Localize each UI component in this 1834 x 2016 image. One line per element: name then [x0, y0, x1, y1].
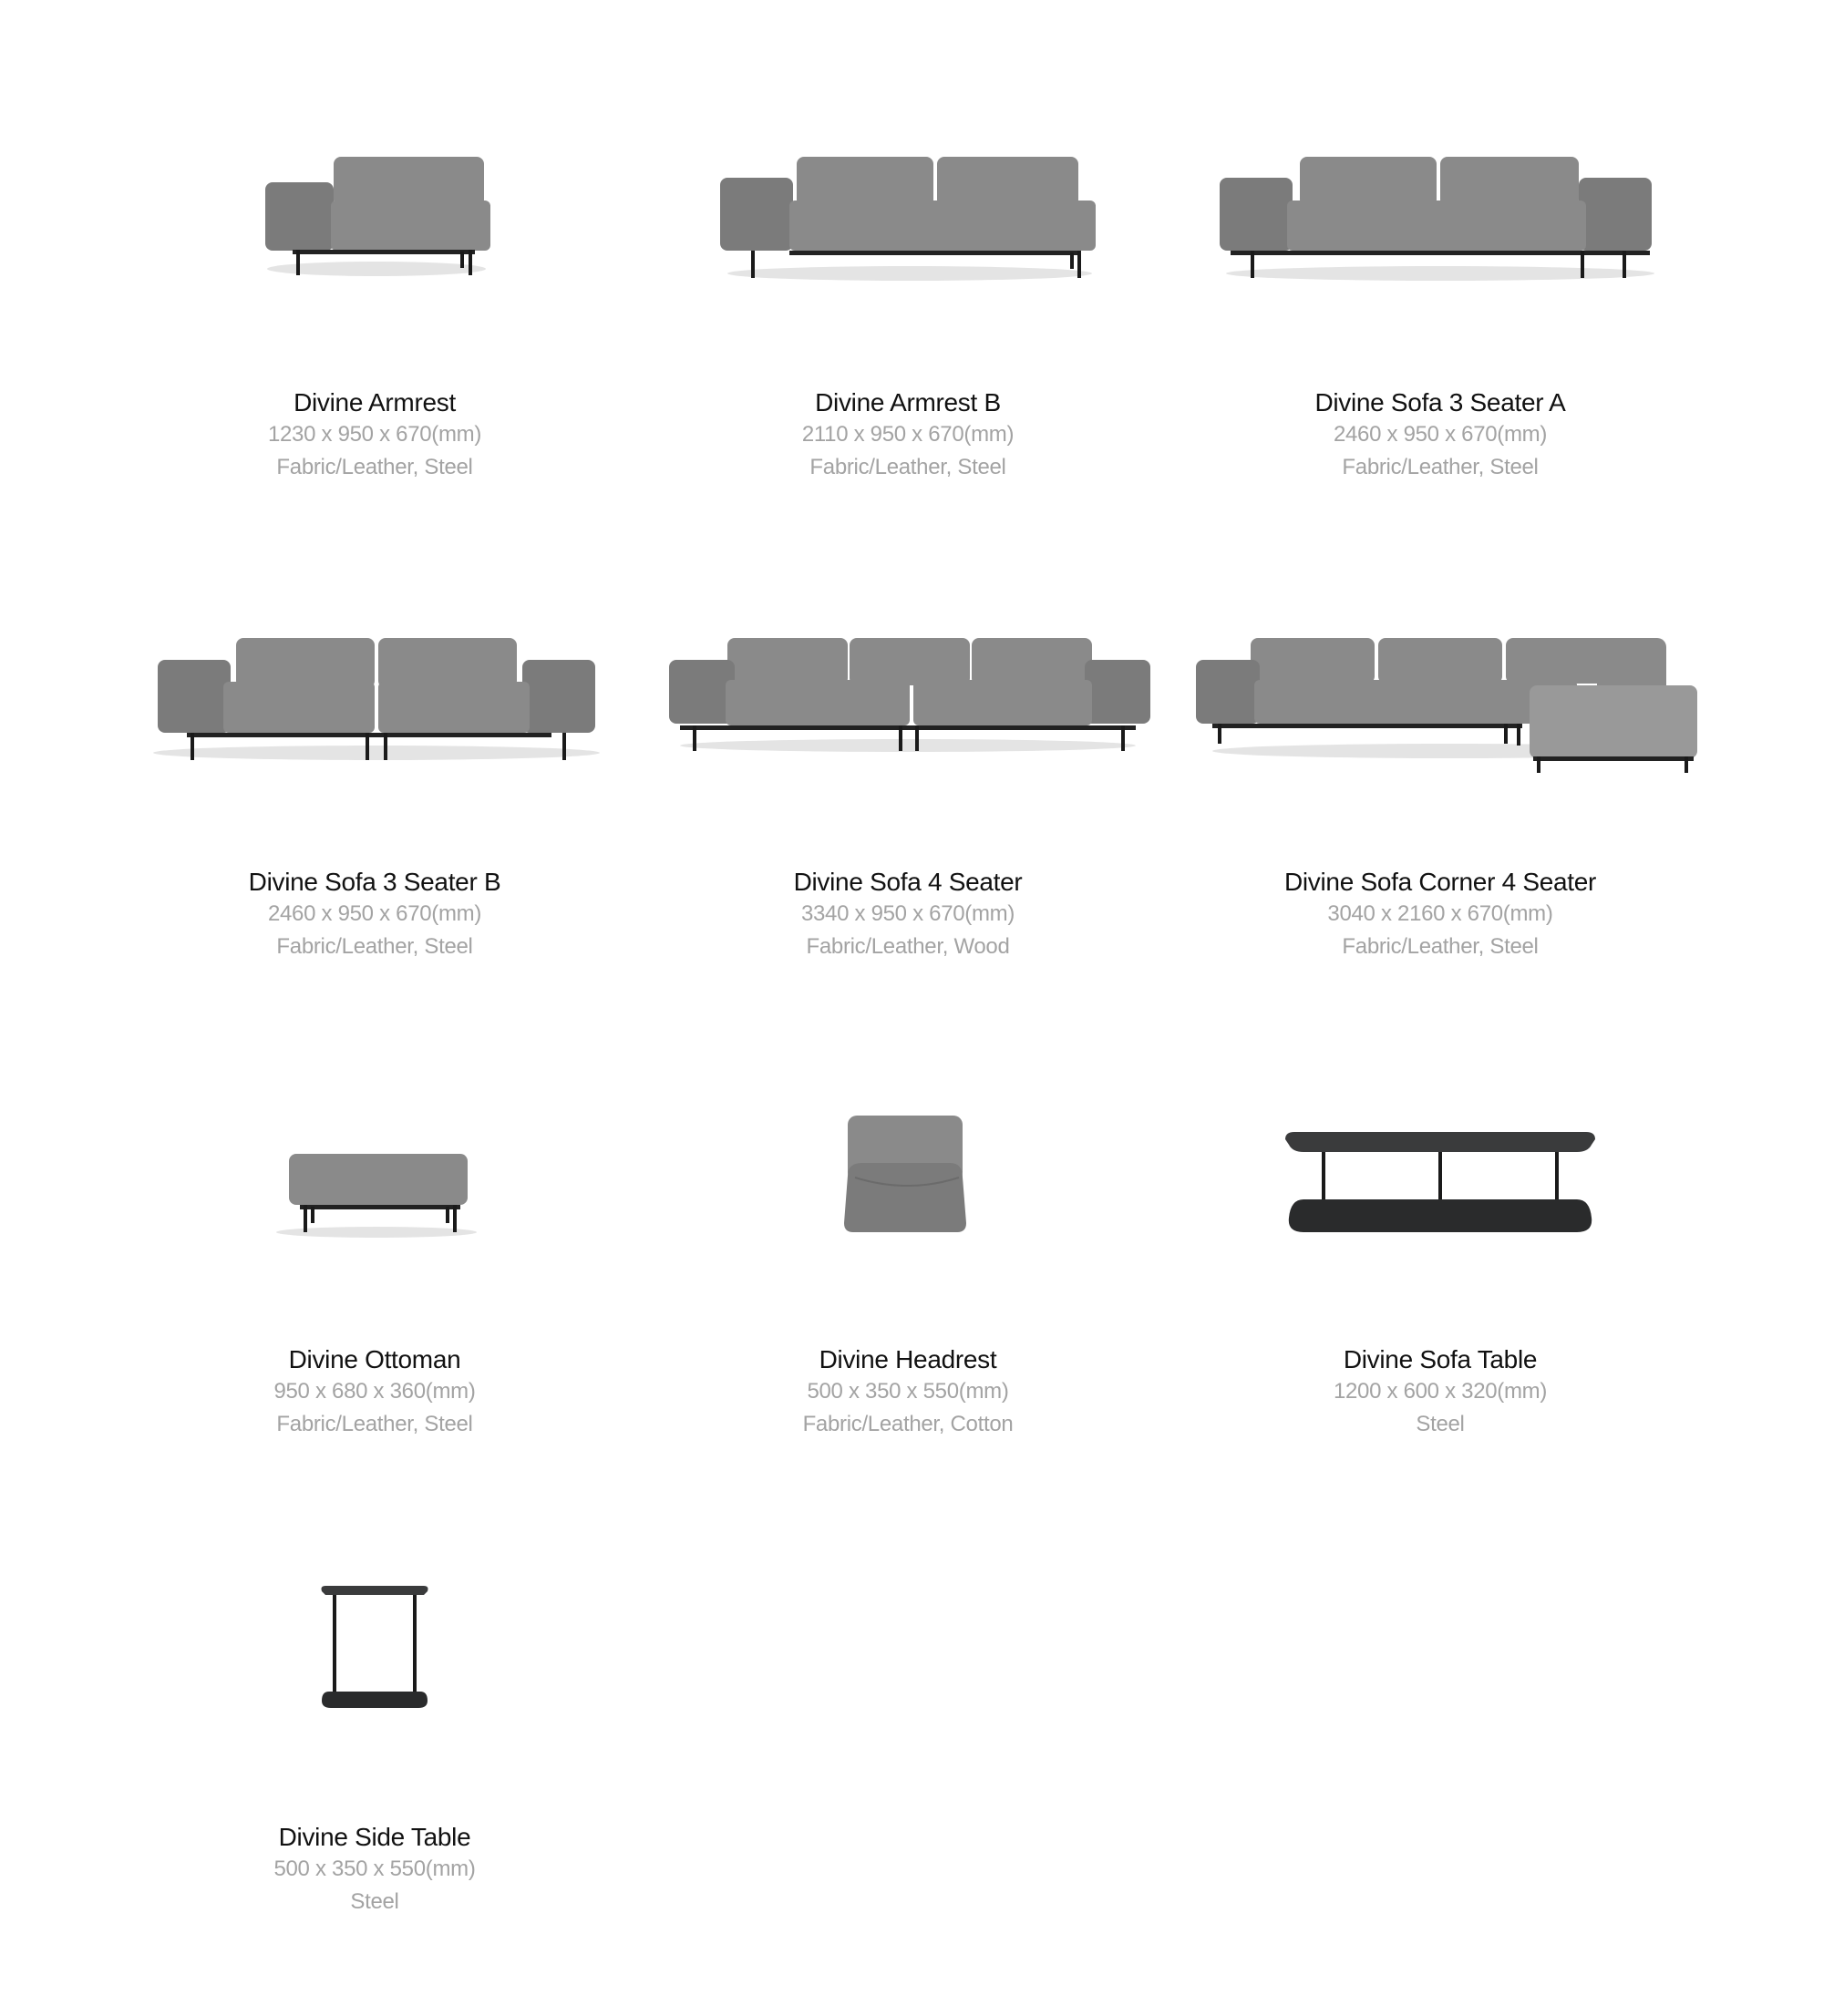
- product-card[interactable]: [110, 27, 639, 501]
- product-material: Fabric/Leather, Wood: [806, 934, 1010, 959]
- product-card[interactable]: [644, 984, 1172, 1458]
- product-name[interactable]: Divine Headrest: [819, 1345, 997, 1373]
- product-dimensions: 1230 x 950 x 670(mm): [267, 422, 482, 447]
- product-card[interactable]: [110, 984, 639, 1458]
- product-name[interactable]: Divine Sofa 3 Seater A: [1314, 388, 1566, 417]
- product-name[interactable]: Divine Sofa Corner 4 Seater: [1283, 868, 1597, 896]
- product-name[interactable]: Divine Armrest: [294, 388, 456, 417]
- four-seater-icon: [644, 507, 1172, 835]
- three-seater-b-icon: [110, 507, 639, 835]
- product-material: Fabric/Leather, Steel: [276, 934, 473, 959]
- product-dimensions: 1200 x 600 x 320(mm): [1333, 1379, 1548, 1404]
- product-material: Fabric/Leather, Steel: [276, 1412, 473, 1436]
- product-dimensions: 950 x 680 x 360(mm): [273, 1379, 476, 1404]
- product-material: Steel: [1416, 1412, 1465, 1436]
- product-material: Fabric/Leather, Steel: [1342, 455, 1539, 479]
- product-material: Fabric/Leather, Steel: [809, 455, 1006, 479]
- product-material: Fabric/Leather, Cotton: [802, 1412, 1014, 1436]
- product-dimensions: 3040 x 2160 x 670(mm): [1327, 901, 1553, 926]
- product-dimensions: 2460 x 950 x 670(mm): [1333, 422, 1548, 447]
- armrest-b-sofa-icon: [644, 27, 1172, 355]
- product-material: Fabric/Leather, Steel: [276, 455, 473, 479]
- product-name[interactable]: Divine Armrest B: [815, 388, 1001, 417]
- side-table-icon: [110, 1462, 639, 1790]
- product-name[interactable]: Divine Sofa Table: [1343, 1345, 1538, 1373]
- product-card[interactable]: [644, 507, 1172, 981]
- product-name[interactable]: Divine Side Table: [278, 1823, 471, 1851]
- three-seater-a-icon: [1176, 27, 1705, 355]
- product-dimensions: 500 x 350 x 550(mm): [273, 1857, 476, 1881]
- product-card[interactable]: [1176, 984, 1705, 1458]
- product-card[interactable]: [1176, 27, 1705, 501]
- product-card[interactable]: [1176, 507, 1705, 981]
- product-card[interactable]: [110, 1462, 639, 1936]
- product-dimensions: 500 x 350 x 550(mm): [807, 1379, 1009, 1404]
- product-material: Fabric/Leather, Steel: [1342, 934, 1539, 959]
- product-name[interactable]: Divine Sofa 4 Seater: [793, 868, 1023, 896]
- product-dimensions: 2460 x 950 x 670(mm): [267, 901, 482, 926]
- armrest-sofa-icon: [110, 27, 639, 355]
- corner-sofa-icon: [1176, 507, 1705, 835]
- product-material: Steel: [350, 1889, 399, 1914]
- product-card[interactable]: [644, 27, 1172, 501]
- product-dimensions: 2110 x 950 x 670(mm): [801, 422, 1015, 447]
- sofa-table-icon: [1176, 984, 1705, 1312]
- headrest-icon: [644, 984, 1172, 1312]
- ottoman-icon: [110, 984, 639, 1312]
- product-dimensions: 3340 x 950 x 670(mm): [800, 901, 1015, 926]
- product-name[interactable]: Divine Sofa 3 Seater B: [248, 868, 501, 896]
- product-name[interactable]: Divine Ottoman: [288, 1345, 461, 1373]
- product-card[interactable]: [110, 507, 639, 981]
